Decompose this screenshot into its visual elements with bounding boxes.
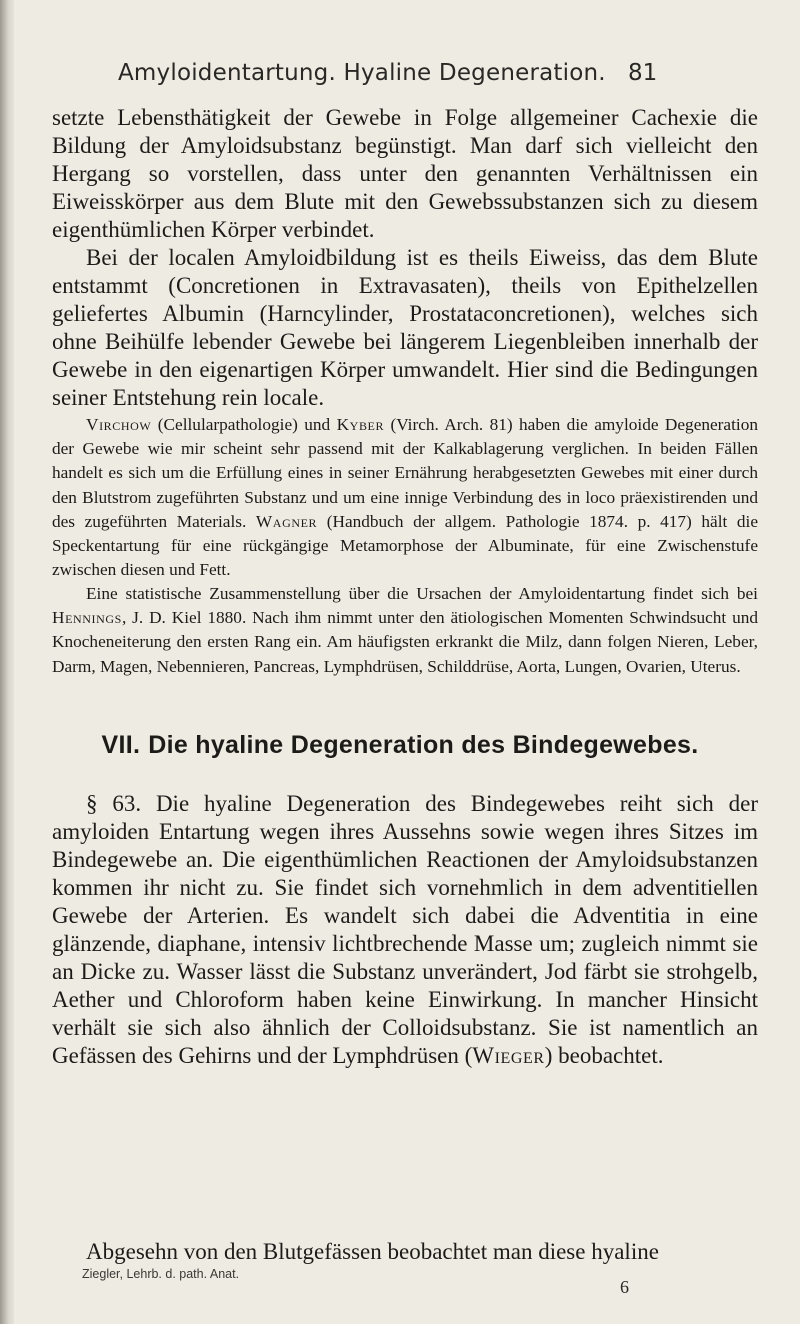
footnote-hennings [52,582,758,679]
author-name: Wagner [255,511,318,531]
paragraph-section-63 [52,790,758,1070]
footnote-text: Virchow (Cellularpathologie) und Kyber (Virch. Arch. 81) haben die amyloide Degeneration der Gewebe wie mir scheint sehr passend mit der Kalkablagerung verglichen. In beiden Fällen handelt es sich um die Erfüllung eines in seiner Ernährung herabgesetzten Gewebes mit einer durch den Blutstrom zugeführten Substanz und um eine innige Verbindung des in loco präexistirenden und des zugeführten Materials. Wagner (Handbuch der allgem. Pathologie 1874. p. 417) hält die Speckentartung für eine rückgängige Metamorphose der Albuminate, für eine Zwischenstufe zwischen diesen und Fett. [52,415,758,580]
sheet-number: 6 [620,1277,629,1297]
author-name: Kyber [336,415,385,434]
paragraph-text: Bei der localen Amyloidbildung ist es theils Eiweiss, das dem Blute entstammt (Concretionen in Extravasaten), theils von Epithelzellen geliefertes Albumin (Harncylinder, Prostataconcretionen), welches sich ohne Beihülfe lebender Gewebe bei längerem Liegenbleiben innerhalb der Gewebe in den eigenartigen Körper umwandelt. Hier sind die Bedingungen seiner Entstehung rein locale. [52,245,758,410]
paragraph-continuation [52,104,758,244]
sheet-signature: Ziegler, Lehrb. d. path. Anat. [82,1267,240,1281]
running-head [0,60,800,100]
section-number: VII. [101,731,141,759]
page-number: 81 [628,60,658,86]
page-gutter-shadow [0,0,14,1324]
author-name: Wieger [472,1043,545,1068]
paragraph-text: setzte Lebensthätigkeit der Gewebe in Folge allgemeiner Cachexie die Bildung der Amyloidsubstanz begünstigt. Man darf sich vielleicht den Hergang so vorstellen, dass unter den genannten Verhältnissen ein Eiweisskörper aus dem Blute mit den Gewebssubstanzen sich zu diesem eigenthümlichen Körper verbindet. [52,105,758,242]
footnote-text: Eine statistische Zusammenstellung über die Ursachen der Amyloidentartung findet sich bei Hennings, J. D. Kiel 1880. Nach ihm nimmt unter den ätiologischen Momenten Schwindsucht und Knocheneiterung den ersten Rang ein. Am häufigsten erkrankt die Milz, dann folgen Nieren, Leber, Darm, Magen, Nebennieren, Pancreas, Lymphdrüsen, Schilddrüse, Aorta, Lungen, Ovarien, Uterus. [52,584,758,676]
section-title: Die hyaline Degeneration des Bindegewebes. [148,731,699,759]
paragraph-text: Abgesehn von den Blutgefässen beobachtet man diese hyaline [86,1239,659,1264]
section-heading [0,731,800,760]
running-head-title: Amyloidentartung. Hyaline Degeneration. [118,60,606,86]
paragraph-text: § 63. Die hyaline Degeneration des Bindegewebes reiht sich der amyloiden Entartung wegen ihres Aussehns sowie wegen ihres Sitzes im Bindegewebe an. Die eigenthümlichen Reactionen der Amyloidsubstanzen kommen ihr nicht zu. Sie findet sich vornehmlich in dem adventitiellen Gewebe der Arterien. Es wandelt sich dabei die Adventitia in eine glänzende, diaphane, intensiv lichtbrechende Masse um; zugleich nimmt sie an Dicke zu. Wasser lässt die Substanz unverändert, Jod färbt sie strohgelb, Aether und Chloroform haben keine Einwirkung. In mancher Hinsicht verhält sie sich also ähnlich der Colloidsubstanz. Sie ist namentlich an Gefässen des Gehirns und der Lymphdrüsen (Wieger) beobachtet. [52,791,758,1068]
footnote-virchow [52,413,758,582]
paragraph-local-amyloid [52,244,758,412]
paragraph-blutgefaesse [52,1238,758,1266]
author-name: Hennings [52,608,122,628]
author-name: Virchow [86,415,152,434]
